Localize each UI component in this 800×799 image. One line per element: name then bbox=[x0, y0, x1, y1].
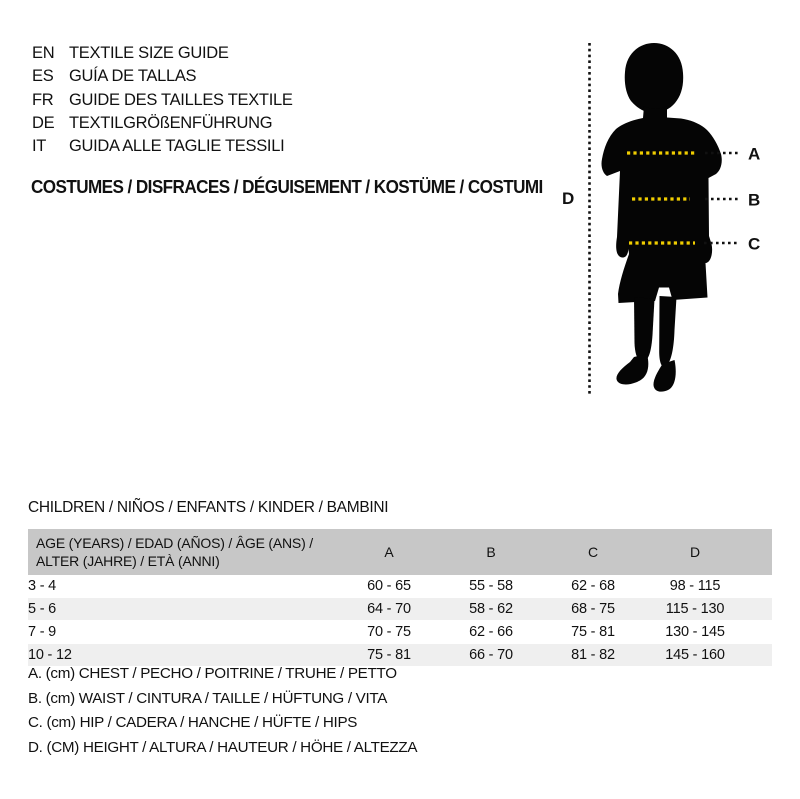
filler-cell bbox=[746, 598, 772, 621]
lang-code: FR bbox=[32, 90, 54, 109]
legend-hip: C. (cm) HIP / CADERA / HANCHE / HÜFTE / HIPS bbox=[28, 714, 358, 732]
child-silhouette bbox=[602, 43, 722, 392]
lang-title: TEXTILE SIZE GUIDE bbox=[69, 44, 229, 62]
column-header-d: D bbox=[690, 543, 700, 560]
height-value: 130 - 145 bbox=[665, 624, 725, 640]
lang-code: IT bbox=[32, 137, 47, 156]
hip-label: C bbox=[748, 234, 761, 254]
lang-title: GUIDA ALLE TAGLIE TESSILI bbox=[69, 137, 285, 156]
size-table bbox=[28, 529, 772, 667]
waist-value: 62 - 66 bbox=[469, 624, 513, 640]
age-header-line1: AGE (YEARS) / EDAD (AÑOS) / ÂGE (ANS) / bbox=[36, 534, 313, 551]
header-filler-cell bbox=[746, 529, 772, 575]
lang-row-es bbox=[32, 65, 293, 88]
chest-value: 64 - 70 bbox=[367, 601, 411, 617]
chest-value: 60 - 65 bbox=[367, 578, 411, 594]
chest-value: 75 - 81 bbox=[367, 647, 411, 663]
waist-value: 58 - 62 bbox=[469, 601, 513, 617]
legend-chest: A. (cm) CHEST / PECHO / POITRINE / TRUHE / PETTO bbox=[28, 665, 397, 682]
hip-value: 68 - 75 bbox=[571, 601, 615, 617]
lang-code: DE bbox=[32, 113, 55, 132]
waist-label: B bbox=[748, 190, 761, 210]
lang-row-it bbox=[32, 135, 293, 158]
measurement-figure bbox=[555, 30, 785, 400]
age-header-line2: ALTER (JAHRE) / ETÀ (ANNI) bbox=[36, 553, 220, 569]
waist-value: 66 - 70 bbox=[469, 647, 513, 663]
legend-waist: B. (cm) WAIST / CINTURA / TAILLE / HÜFTUNG / VITA bbox=[28, 689, 388, 707]
child-silhouette-figure bbox=[555, 30, 785, 400]
filler-cell bbox=[746, 644, 772, 667]
age-cell: 7 - 9 bbox=[28, 624, 57, 640]
lang-code: ES bbox=[32, 67, 54, 86]
category-heading: COSTUMES / DISFRACES / DÉGUISEMENT / KOSTÜME / COSTUMI bbox=[31, 177, 543, 197]
column-header-c: C bbox=[588, 543, 598, 560]
hip-value: 62 - 68 bbox=[571, 578, 615, 594]
height-value: 115 - 130 bbox=[665, 601, 725, 617]
height-value: 145 - 160 bbox=[665, 647, 725, 663]
waist-value: 55 - 58 bbox=[469, 578, 513, 594]
hip-value: 81 - 82 bbox=[571, 647, 615, 663]
lang-code: EN bbox=[32, 44, 55, 62]
table-row bbox=[28, 621, 772, 644]
age-column-header bbox=[28, 529, 338, 575]
lang-title: TEXTILGRÖßENFÜHRUNG bbox=[69, 113, 273, 132]
table-header-row bbox=[28, 529, 772, 575]
age-cell: 3 - 4 bbox=[28, 578, 57, 594]
age-cell: 10 - 12 bbox=[28, 647, 72, 663]
children-section-heading: CHILDREN / NIÑOS / ENFANTS / KINDER / BAMBINI bbox=[28, 499, 389, 516]
lang-title: GUÍA DE TALLAS bbox=[69, 67, 197, 86]
height-value: 98 - 115 bbox=[669, 578, 721, 594]
chest-value: 70 - 75 bbox=[367, 624, 411, 640]
measurement-legend bbox=[28, 662, 417, 760]
chest-label: A bbox=[748, 144, 761, 164]
column-header-a: A bbox=[384, 543, 394, 560]
age-cell: 5 - 6 bbox=[28, 601, 57, 617]
legend-height: D. (CM) HEIGHT / ALTURA / HAUTEUR / HÖHE / ALTEZZA bbox=[28, 738, 418, 756]
lang-row-fr bbox=[32, 89, 293, 112]
table-row bbox=[28, 575, 772, 598]
language-title-list bbox=[32, 42, 293, 158]
table-row bbox=[28, 598, 772, 621]
filler-cell bbox=[746, 621, 772, 644]
hip-value: 75 - 81 bbox=[571, 624, 615, 640]
height-label: D bbox=[562, 189, 575, 208]
lang-title: GUIDE DES TAILLES TEXTILE bbox=[69, 90, 293, 109]
lang-row-de bbox=[32, 112, 293, 135]
filler-cell bbox=[746, 575, 772, 598]
lang-row-en bbox=[32, 42, 293, 65]
column-header-b: B bbox=[486, 543, 496, 560]
